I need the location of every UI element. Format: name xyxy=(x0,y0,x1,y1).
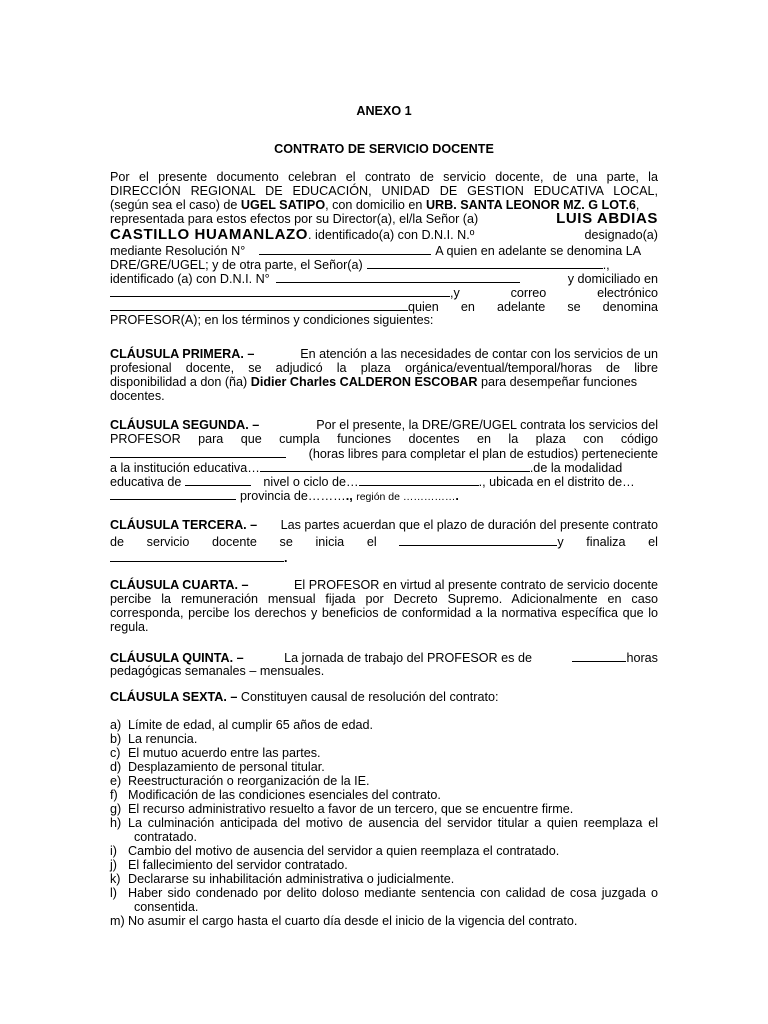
clause-text: Constituyen causal de resolución del contrato: xyxy=(240,690,499,704)
intro-line-9 xyxy=(110,285,658,299)
list-marker: d) xyxy=(110,760,122,774)
list-marker: g) xyxy=(110,802,122,816)
sexta-line-1 xyxy=(110,690,658,704)
clause-text: nivel o ciclo de… xyxy=(263,475,359,489)
primera-line-4: docentes. xyxy=(110,389,165,403)
teacher-address-blank[interactable] xyxy=(110,285,450,297)
list-marker: a) xyxy=(110,718,122,732)
clause-heading: CLÁUSULA CUARTA. – xyxy=(110,578,249,592)
teacher-dni-blank[interactable] xyxy=(276,271,520,283)
intro-text: electrónico xyxy=(597,286,658,300)
intro-line-11: PROFESOR(A); en los términos y condiciones siguientes: xyxy=(110,313,434,327)
list-item xyxy=(110,816,658,844)
list-item xyxy=(110,718,658,732)
list-item xyxy=(110,746,658,760)
clause-text: se xyxy=(279,535,293,549)
intro-text: designado(a) xyxy=(584,228,658,242)
hours-blank[interactable] xyxy=(572,650,626,662)
clause-text: ., xyxy=(345,489,353,503)
termination-causes-list xyxy=(110,718,658,928)
clause-text: . xyxy=(455,489,459,503)
intro-text: ,y xyxy=(450,286,460,300)
intro-line-10 xyxy=(110,299,658,313)
list-text: Modificación de las condiciones esenciales del contrato. xyxy=(128,788,441,802)
cuarta-line-1 xyxy=(110,578,658,592)
clause-heading: CLÁUSULA QUINTA. – xyxy=(110,651,244,665)
intro-text: ., xyxy=(602,258,610,272)
clause-text: el xyxy=(648,535,658,549)
clause-segunda xyxy=(110,418,658,502)
intro-text: y domiciliado en xyxy=(567,272,658,286)
intro-text: se xyxy=(567,300,581,314)
clause-heading: CLÁUSULA TERCERA. – xyxy=(110,518,258,532)
clause-text: servicio xyxy=(146,535,190,549)
clause-text: inicia xyxy=(315,535,345,549)
district-blank[interactable] xyxy=(110,488,236,500)
intro-text: denomina xyxy=(602,300,658,314)
clause-heading: CLÁUSULA SEGUNDA. – xyxy=(110,418,260,432)
clause-text: el xyxy=(366,535,377,549)
clause-text: para desempeñar funciones xyxy=(477,375,638,389)
list-item xyxy=(110,802,658,816)
intro-line-5 xyxy=(110,228,658,242)
list-marker: f) xyxy=(110,788,118,802)
tercera-line-3 xyxy=(110,550,658,564)
intro-text: identificado (a) con D.N.I. N° xyxy=(110,272,270,286)
intro-text: en xyxy=(460,300,475,314)
intro-text: . identificado(a) con D.N.I. N.º xyxy=(308,228,475,242)
clause-text: Las partes acuerdan que el plazo de duración del presente contrato xyxy=(280,518,658,532)
clause-quinta xyxy=(110,650,658,678)
intro-line-4 xyxy=(110,212,658,226)
ugel-address: URB. SANTA LEONOR MZ. G LOT.6 xyxy=(425,198,636,212)
list-item xyxy=(110,788,658,802)
intro-line-8 xyxy=(110,271,658,285)
intro-text: DRE/GRE/UGEL; y de otra parte, el Señor(a) xyxy=(110,258,363,272)
primera-line-2: profesional docente, se adjudicó la plaza orgánica/eventual/temporal/horas de libre xyxy=(110,361,658,375)
start-date-blank[interactable] xyxy=(399,534,557,546)
clause-text: de xyxy=(110,535,125,549)
school-name-blank[interactable] xyxy=(260,460,530,472)
modality-blank[interactable] xyxy=(185,474,251,486)
list-text: Declararse su inhabilitación administrativa o judicialmente. xyxy=(128,872,455,886)
director-first-name: LUIS ABDIAS xyxy=(556,210,658,227)
intro-line-1: Por el presente documento celebran el contrato de servicio docente, de una parte, la xyxy=(110,170,658,184)
clause-text: ., ubicada en el distrito de… xyxy=(478,475,635,489)
teacher-email-blank[interactable] xyxy=(110,299,408,311)
clause-text: finaliza xyxy=(586,535,626,549)
director-last-name: CASTILLO HUAMANLAZO xyxy=(110,226,309,243)
tercera-line-1 xyxy=(110,518,658,532)
resolution-number-blank[interactable] xyxy=(259,243,431,255)
segunda-line-3 xyxy=(110,446,658,460)
clause-text: horas xyxy=(626,651,658,665)
intro-text: , xyxy=(635,198,640,212)
list-text: La renuncia. xyxy=(128,732,198,746)
list-marker: l) xyxy=(110,886,117,900)
clause-text: El PROFESOR en virtud al presente contrato de servicio docente xyxy=(294,578,658,592)
clause-text: y xyxy=(557,535,564,549)
clause-primera xyxy=(110,347,658,403)
clause-cuarta xyxy=(110,578,658,634)
list-marker: e) xyxy=(110,774,122,788)
ugel-name: UGEL SATIPO xyxy=(240,198,326,212)
clause-heading: CLÁUSULA PRIMERA. – xyxy=(110,347,255,361)
list-item xyxy=(110,872,658,886)
clause-text: Por el presente, la DRE/GRE/UGEL contrata los servicios del xyxy=(316,418,658,432)
list-marker: m) xyxy=(110,914,125,928)
primera-line-3 xyxy=(110,375,658,389)
clause-text: La jornada de trabajo del PROFESOR es de xyxy=(284,651,532,665)
list-text: Desplazamiento de personal titular. xyxy=(128,760,325,774)
list-text xyxy=(128,886,658,914)
list-text: Reestructuración o reorganización de la IE. xyxy=(128,774,370,788)
list-text: Cambio del motivo de ausencia del servidor a quien reemplaza el contratado. xyxy=(128,844,560,858)
clause-text: a la institución educativa… xyxy=(110,461,260,475)
list-text-line: consentida. xyxy=(134,900,199,914)
intro-text: A quien en adelante se denomina LA xyxy=(435,244,642,258)
clause-text: (horas libres para completar el plan de estudios) perteneciente xyxy=(308,447,658,461)
segunda-line-6 xyxy=(110,488,658,502)
list-text: El recurso administrativo resuelto a favor de un tercero, que se encuentre firme. xyxy=(128,802,574,816)
cuarta-line-4: regula. xyxy=(110,620,149,634)
intro-text: representada para estos efectos por su Director(a), el/la Señor (a) xyxy=(110,212,479,226)
intro-text: adelante xyxy=(496,300,546,314)
segunda-line-2: PROFESOR para que cumpla funciones docentes en la plaza con código xyxy=(110,432,658,446)
teacher-assigned-name: Didier Charles CALDERON ESCOBAR xyxy=(250,375,478,389)
segunda-line-4 xyxy=(110,460,658,474)
list-text: El fallecimiento del servidor contratado. xyxy=(128,858,348,872)
quinta-line-2: pedagógicas semanales – mensuales. xyxy=(110,664,325,678)
list-marker: j) xyxy=(110,858,117,872)
list-item xyxy=(110,774,658,788)
annex-title: ANEXO 1 xyxy=(356,104,412,118)
list-text: No asumir el cargo hasta el cuarto día desde el inicio de la vigencia del contrato. xyxy=(128,914,578,928)
intro-text: quien xyxy=(408,300,439,314)
intro-line-2: DIRECCIÓN REGIONAL DE EDUCACIÓN, UNIDAD DE GESTION EDUCATIVA LOCAL, xyxy=(110,184,658,198)
end-date-blank[interactable] xyxy=(110,550,284,562)
cuarta-line-3: corresponda, percibe los derechos y beneficios de conformidad a la normativa específica que lo xyxy=(110,606,658,620)
clause-text: educativa de xyxy=(110,475,182,489)
list-text-line: Haber sido condenado por delito doloso mediante sentencia con calidad de cosa juzgada o xyxy=(128,886,658,900)
level-blank[interactable] xyxy=(359,474,479,486)
clause-tercera xyxy=(110,518,658,564)
position-code-blank[interactable] xyxy=(110,446,286,458)
list-item xyxy=(110,914,658,928)
clause-text: .de la modalidad xyxy=(529,461,623,475)
contract-title: CONTRATO DE SERVICIO DOCENTE xyxy=(274,142,494,156)
intro-paragraph xyxy=(110,170,658,327)
list-marker: i) xyxy=(110,844,117,858)
intro-text: (según sea el caso) de xyxy=(110,198,241,212)
intro-text: mediante Resolución N° xyxy=(110,244,246,258)
primera-line-1 xyxy=(110,347,658,361)
segunda-line-5 xyxy=(110,474,658,488)
teacher-name-blank[interactable] xyxy=(367,257,603,269)
list-text-line: La culminación anticipada del motivo de ausencia del servidor titular a quien reemplaza el xyxy=(128,816,658,830)
clause-heading: CLÁUSULA SEXTA. – xyxy=(110,690,238,704)
tercera-line-2 xyxy=(110,534,658,548)
list-item xyxy=(110,858,658,872)
clause-text: . xyxy=(284,551,288,565)
list-marker: b) xyxy=(110,732,122,746)
list-item xyxy=(110,732,658,746)
list-text xyxy=(128,816,658,844)
intro-line-7 xyxy=(110,257,658,271)
intro-text: , con domicilio en xyxy=(325,198,426,212)
list-item xyxy=(110,760,658,774)
clause-text: provincia de……… xyxy=(240,489,346,503)
clause-text: docente xyxy=(212,535,257,549)
segunda-line-1 xyxy=(110,418,658,432)
clause-sexta xyxy=(110,690,658,704)
list-item xyxy=(110,844,658,858)
list-marker: c) xyxy=(110,746,121,760)
clause-text: disponibilidad a don (ña) xyxy=(110,375,251,389)
list-text: El mutuo acuerdo entre las partes. xyxy=(128,746,321,760)
intro-text: correo xyxy=(510,286,547,300)
list-text-line: contratado. xyxy=(134,830,198,844)
region-label: región de …………… xyxy=(356,491,456,503)
cuarta-line-2: percibe la remuneración mensual fijada por Decreto Supremo. Adicionalmente en caso xyxy=(110,592,658,606)
list-text: Límite de edad, al cumplir 65 años de edad. xyxy=(128,718,374,732)
clause-text: En atención a las necesidades de contar con los servicios de un xyxy=(300,347,658,361)
list-item xyxy=(110,886,658,914)
list-marker: k) xyxy=(110,872,121,886)
quinta-line-1 xyxy=(110,650,658,664)
list-marker: h) xyxy=(110,816,122,830)
intro-line-6 xyxy=(110,243,658,257)
